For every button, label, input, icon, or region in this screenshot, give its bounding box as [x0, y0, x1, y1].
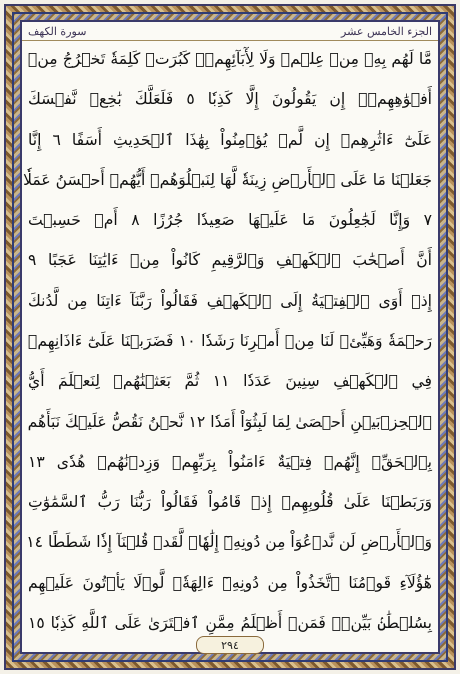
text-line: ٧ وَإِنَّا لَجَٰعِلُونَ مَا عَلَيۡهَا صَعِيدٗا جُرُزًا ٨ أَمۡ حَسِبۡتَ — [28, 211, 433, 230]
text-line: فِي ٱلۡكَهۡفِ سِنِينَ عَدَدٗا ١١ ثُمَّ بَعَثۡنَٰهُمۡ لِنَعۡلَمَ أَيُّ — [28, 372, 432, 391]
text-line: بِٱلۡحَقِّۚ إِنَّهُمۡ فِتۡيَةٌ ءَامَنُواْ بِرَبِّهِمۡ وَزِدۡنَٰهُمۡ هُدٗى ١٣ — [28, 452, 432, 471]
text-line: بِسُلۡطَٰنِۢ بَيِّنٖۖ فَمَنۡ أَظۡلَمُ مِمَّنِ ٱفۡتَرَىٰ عَلَى ٱللَّهِ كَذِبٗا ١٥ — [28, 613, 432, 632]
text-line: رَحۡمَةٗ وَهَيِّئۡ لَنَا مِنۡ أَمۡرِنَا رَشَدٗا ١٠ فَضَرَبۡنَا عَلَىٰٓ ءَاذَانِهِمۡ — [28, 331, 432, 350]
text-line: ٱلۡحِزۡبَيۡنِ أَحۡصَىٰ لِمَا لَبِثُوٓاْ أَمَدٗا ١٢ نَّحۡنُ نَقُصُّ عَلَيۡكَ نَبَأَهُم — [27, 412, 432, 431]
text-line: مَّا لَهُم بِهِۦ مِنۡ عِلۡمٖ وَلَا لِأٓبَآئِهِمۡۚ كَبُرَتۡ كَلِمَةٗ تَخۡرُجُ مِنۡ — [28, 50, 432, 68]
juz-label: الجزء الخامس عشر — [341, 24, 432, 38]
page-header — [22, 22, 438, 41]
surah-label: سورة الكهف — [28, 24, 87, 38]
page-number: ٢٩٤ — [196, 636, 264, 654]
text-line: وَرَبَطۡنَا عَلَىٰ قُلُوبِهِمۡ إِذۡ قَامُواْ فَقَالُواْ رَبُّنَا رَبُّ ٱلسَّمَٰوَٰتِ — [28, 493, 432, 512]
text-line: وَٱلۡأَرۡضِ لَن نَّدۡعُوَاْ مِن دُونِهِۦٓ إِلَٰهٗاۖ لَّقَدۡ قُلۡنَآ إِذٗا شَطَطًا ١٤ — [26, 533, 432, 552]
text-line: هَٰٓؤُلَآءِ قَوۡمُنَا ٱتَّخَذُواْ مِن دُونِهِۦٓ ءَالِهَةٗۖ لَّوۡلَا يَأۡتُونَ عَلَيۡهِم — [28, 573, 432, 592]
text-line: عَلَىٰٓ ءَاثَٰرِهِمۡ إِن لَّمۡ يُؤۡمِنُواْ بِهَٰذَا ٱلۡحَدِيثِ أَسَفًا ٦ إِنَّا — [28, 130, 433, 149]
text-line: إِذۡ أَوَى ٱلۡفِتۡيَةُ إِلَى ٱلۡكَهۡفِ فَقَالُواْ رَبَّنَآ ءَاتِنَا مِن لَّدُنكَ — [28, 291, 432, 310]
page-footer — [0, 634, 460, 656]
text-line: أَفۡوَٰهِهِمۡۚ إِن يَقُولُونَ إِلَّا كَذِبٗا ٥ فَلَعَلَّكَ بَٰخِعٞ نَّفۡسَكَ — [28, 90, 432, 109]
text-line: جَعَلۡنَا مَا عَلَى ٱلۡأَرۡضِ زِينَةٗ لَّهَا لِنَبۡلُوَهُمۡ أَيُّهُمۡ أَحۡسَنُ عَمَلٗا — [23, 170, 432, 189]
text-line: أَنَّ أَصۡحَٰبَ ٱلۡكَهۡفِ وَٱلرَّقِيمِ كَانُواْ مِنۡ ءَايَٰتِنَا عَجَبًا ٩ — [28, 251, 432, 270]
quran-text — [23, 46, 433, 636]
